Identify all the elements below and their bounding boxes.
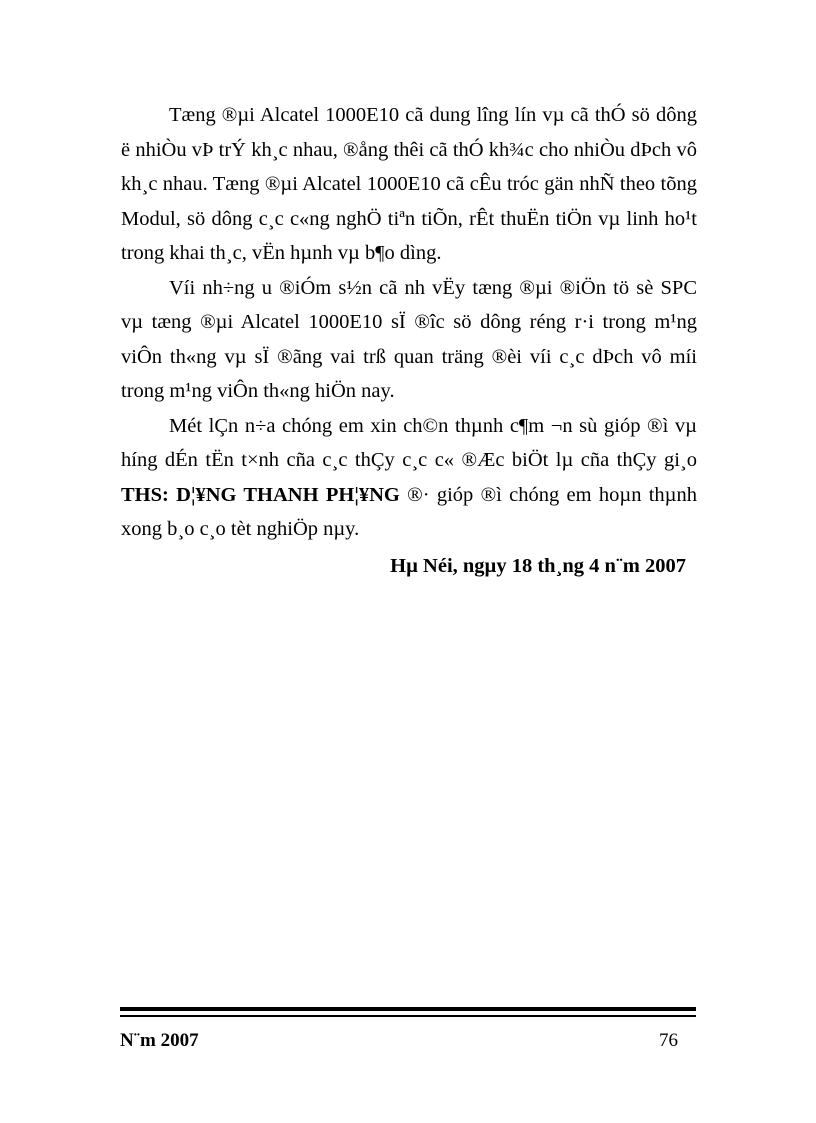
footer-rule-thick (120, 1007, 696, 1011)
paragraph-1-text: Tæng ®µi Alcatel 1000E10 cã dung lîng lín vµ cã thÓ sö dông ë nhiÒu vÞ trÝ kh¸c nhau, ®ång thêi cã thÓ kh¾c cho nhiÒu dÞch vô kh¸c nhau. Tæng ®µi Alcatel 1000E10 cã cÊu tróc gän nhÑ theo tõng Modul, sö dông c¸c c«ng nghÖ tiªn tiÕn, rÊt thuËn tiÖn vµ linh ho¹t trong khai th¸c, vËn hµnh vµ b¶o dìng. (121, 104, 697, 264)
page-number: 76 (659, 1030, 678, 1051)
paragraph-2 (121, 271, 697, 409)
signature-date: Hµ Néi, ngµy 18 th¸ng 4 n¨m 2007 (390, 555, 686, 577)
paragraph-2-text: Víi nh÷ng u ®iÓm s½n cã nh vËy tæng ®µi ®iÖn tö sè SPC vµ tæng ®µi Alcatel 1000E10 sÏ ®îc sö dông réng r·i trong m¹ng viÔn th«ng vµ sÏ ®ãng vai trß quan träng ®èi víi c¸c dÞch vô míi trong m¹ng viÔn th«ng hiÖn nay. (121, 276, 697, 402)
advisor-name: THS: D¦¥NG THANH PH¦¥NG (121, 483, 400, 506)
paragraph-3-tail: ®· gióp ®ì chóng em hoµn thµnh xong b¸o c¸o tèt nghiÖp nµy. (121, 483, 697, 540)
paragraph-1 (121, 98, 697, 271)
footer-year: N¨m 2007 (120, 1030, 199, 1051)
paragraph-3-text: Mét lÇn n÷a chóng em xin ch©n thµnh c¶m ¬n sù gióp ®ì vµ híng dÉn tËn t×nh cña c¸c thÇy c¸c c« ®Æc biÖt lµ cña thÇy gi¸o (121, 414, 697, 471)
footer-rule-thin (120, 1015, 696, 1017)
paragraph-3 (121, 409, 697, 547)
body-text (121, 98, 697, 547)
